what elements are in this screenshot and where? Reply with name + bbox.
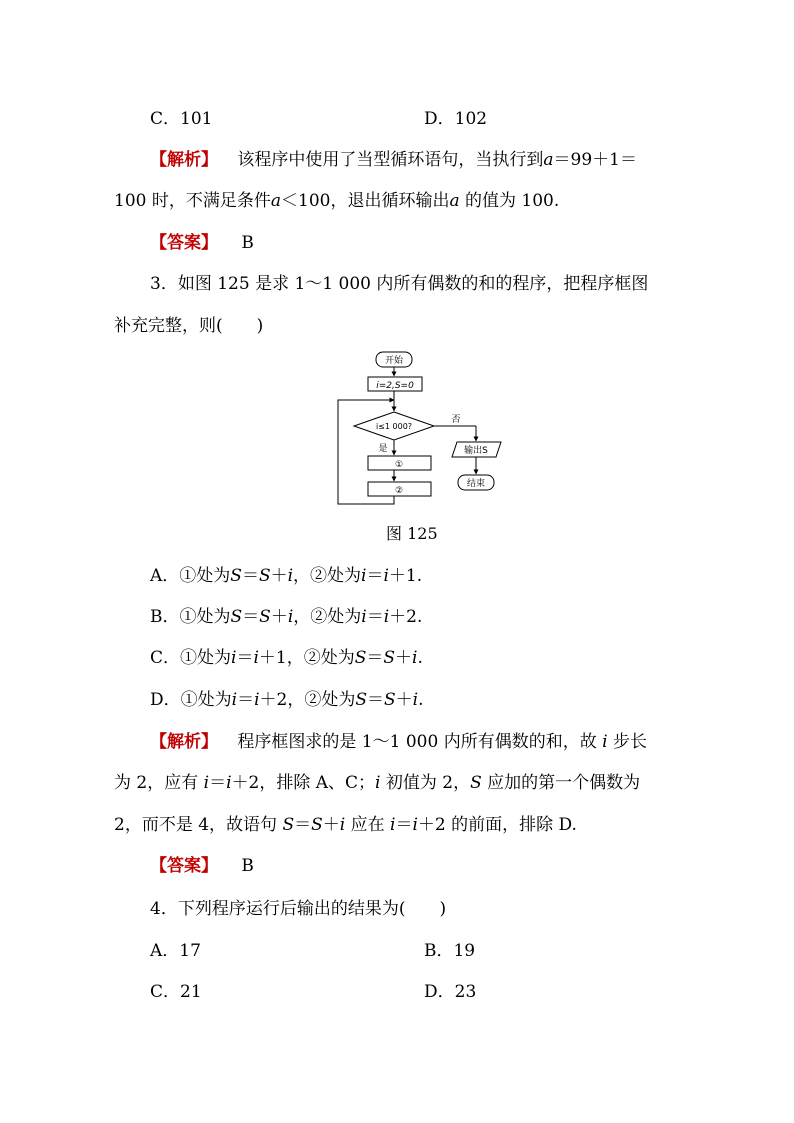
text-segment: 应加的第一个偶数为 — [481, 773, 641, 793]
q4-option-a: A．17 — [150, 941, 201, 961]
q3-option-d — [150, 689, 424, 711]
text-segment: 为 2，应有 — [114, 773, 204, 793]
text-segment: S — [383, 648, 396, 668]
text-segment: ＋ — [395, 690, 413, 710]
text-segment: ＋ — [395, 648, 413, 668]
flow-condition-label: i≤1 000? — [375, 422, 413, 431]
text-segment: ＝ — [294, 815, 312, 835]
text-segment: S — [259, 607, 271, 627]
answer-value: B — [241, 856, 254, 876]
text-segment: ＋1. — [388, 566, 423, 586]
q2-jiexi-text: ＜100，退出循环输出 — [281, 191, 450, 211]
text-segment: D．①处为 — [150, 690, 232, 710]
flow-end-label: 结束 — [466, 479, 486, 489]
flow-start-label: 开始 — [384, 356, 404, 366]
text-segment: i — [412, 648, 418, 668]
q2-jiexi-line1 — [150, 149, 637, 171]
text-segment: i — [383, 607, 390, 627]
text-segment: i — [390, 815, 396, 835]
flowchart — [330, 348, 520, 510]
var-a: a — [270, 191, 281, 211]
text-segment: S — [230, 607, 243, 627]
text-segment: i — [231, 690, 238, 710]
answer-tag: 【答案】 — [150, 233, 218, 253]
q3-jiexi-text: 步长 — [612, 732, 647, 752]
text-segment: A．①处为 — [150, 566, 231, 586]
text-segment: ＝ — [242, 607, 260, 627]
flow-init-label: i=2,S=0 — [376, 381, 414, 391]
q3-jiexi-line3 — [114, 814, 577, 836]
jiexi-tag: 【解析】 — [150, 150, 218, 170]
q3-option-a — [150, 565, 422, 587]
q3-stem-line2: 补充完整，则( ) — [114, 316, 264, 336]
text-segment: ＝ — [209, 773, 227, 793]
q3-option-c — [150, 647, 423, 669]
text-segment: S — [282, 815, 295, 835]
text-segment: ＝ — [366, 648, 384, 668]
q3-jiexi-line1 — [150, 731, 647, 753]
answer-tag: 【答案】 — [150, 856, 218, 876]
text-segment: i — [361, 607, 367, 627]
text-segment: S — [384, 690, 396, 710]
q4-stem: 4．下列程序运行后输出的结果为( ) — [150, 899, 447, 919]
text-segment: 应在 — [345, 815, 391, 835]
text-segment: i — [383, 566, 389, 586]
q4-option-c: C．21 — [150, 982, 202, 1002]
text-segment: S — [258, 566, 271, 586]
text-segment: 初值为 2， — [380, 773, 471, 793]
text-segment: i — [361, 566, 367, 586]
text-segment: ＋ — [322, 815, 340, 835]
text-segment: ＋2，②处为 — [259, 690, 356, 710]
text-segment: S — [470, 773, 482, 793]
q4-option-b: B．19 — [424, 941, 476, 961]
text-segment: ＋ — [270, 566, 288, 586]
q2-option-d: D．102 — [424, 109, 488, 129]
flow-box1-label: ① — [394, 460, 404, 470]
text-segment: ＝ — [395, 815, 413, 835]
flow-box2-label: ② — [394, 486, 404, 496]
text-segment: i — [412, 815, 418, 835]
text-segment: ，②处为 — [293, 607, 362, 627]
text-segment: i — [339, 815, 346, 835]
q3-jiexi-text: 程序框图求的是 1～1 000 内所有偶数的和，故 — [237, 732, 597, 752]
text-segment: i — [203, 773, 210, 793]
answer-value: B — [241, 233, 254, 253]
q3-answer — [150, 855, 254, 877]
text-segment: S — [230, 566, 242, 586]
var-a: a — [449, 191, 460, 211]
jiexi-tag: 【解析】 — [150, 732, 218, 752]
text-segment: i — [254, 690, 260, 710]
text-segment: 2，而不是 4，故语句 — [114, 815, 283, 835]
text-segment: i — [412, 690, 419, 710]
text-segment: S — [355, 690, 367, 710]
q2-option-c: C．101 — [150, 109, 213, 129]
figure-caption: 图 125 — [386, 524, 438, 543]
text-segment: . — [417, 648, 423, 668]
q3-jiexi-line2 — [114, 772, 640, 794]
var-a: a — [543, 150, 554, 170]
q2-jiexi-text: 的值为 100. — [459, 191, 560, 211]
text-segment: ＋2，排除 A、C； — [231, 773, 376, 793]
q2-jiexi-text: 100 时，不满足条件 — [114, 191, 271, 211]
text-segment: ＝ — [237, 690, 255, 710]
text-segment: B．①处为 — [150, 607, 231, 627]
text-segment: . — [418, 690, 424, 710]
text-segment: ＋2. — [389, 607, 423, 627]
text-segment: ＝ — [236, 648, 254, 668]
text-segment: i — [231, 648, 237, 668]
var-i: i — [602, 732, 608, 752]
flow-yes-label: 是 — [378, 444, 388, 454]
q2-jiexi-text: 该程序中使用了当型循环语句，当执行到 — [237, 150, 544, 170]
q3-option-b — [150, 606, 422, 628]
text-segment: i — [287, 607, 294, 627]
text-segment: ＋2 的前面，排除 D. — [417, 815, 577, 835]
q3-stem-line1: 3．如图 125 是求 1～1 000 内所有偶数的和的程序，把程序框图 — [150, 274, 649, 294]
flow-no-label: 否 — [451, 415, 461, 425]
text-segment: ＋ — [270, 607, 288, 627]
text-segment: C．①处为 — [150, 648, 232, 668]
text-segment: S — [354, 648, 367, 668]
q2-jiexi-text: ＝99＋1＝ — [553, 150, 637, 170]
text-segment: ＋1，②处为 — [258, 648, 355, 668]
text-segment: ，②处为 — [293, 566, 362, 586]
text-segment: i — [375, 773, 381, 793]
q4-option-d: D．23 — [424, 982, 477, 1002]
text-segment: ＝ — [367, 690, 384, 710]
q2-jiexi-line2 — [114, 190, 559, 212]
text-segment: i — [226, 773, 232, 793]
text-segment: S — [311, 815, 323, 835]
text-segment: ＝ — [241, 566, 259, 586]
text-segment: i — [253, 648, 259, 668]
flow-output-label: 输出S — [464, 446, 488, 456]
text-segment: ＝ — [366, 607, 384, 627]
text-segment: ＝ — [366, 566, 384, 586]
text-segment: i — [287, 566, 294, 586]
q2-answer — [150, 232, 254, 254]
